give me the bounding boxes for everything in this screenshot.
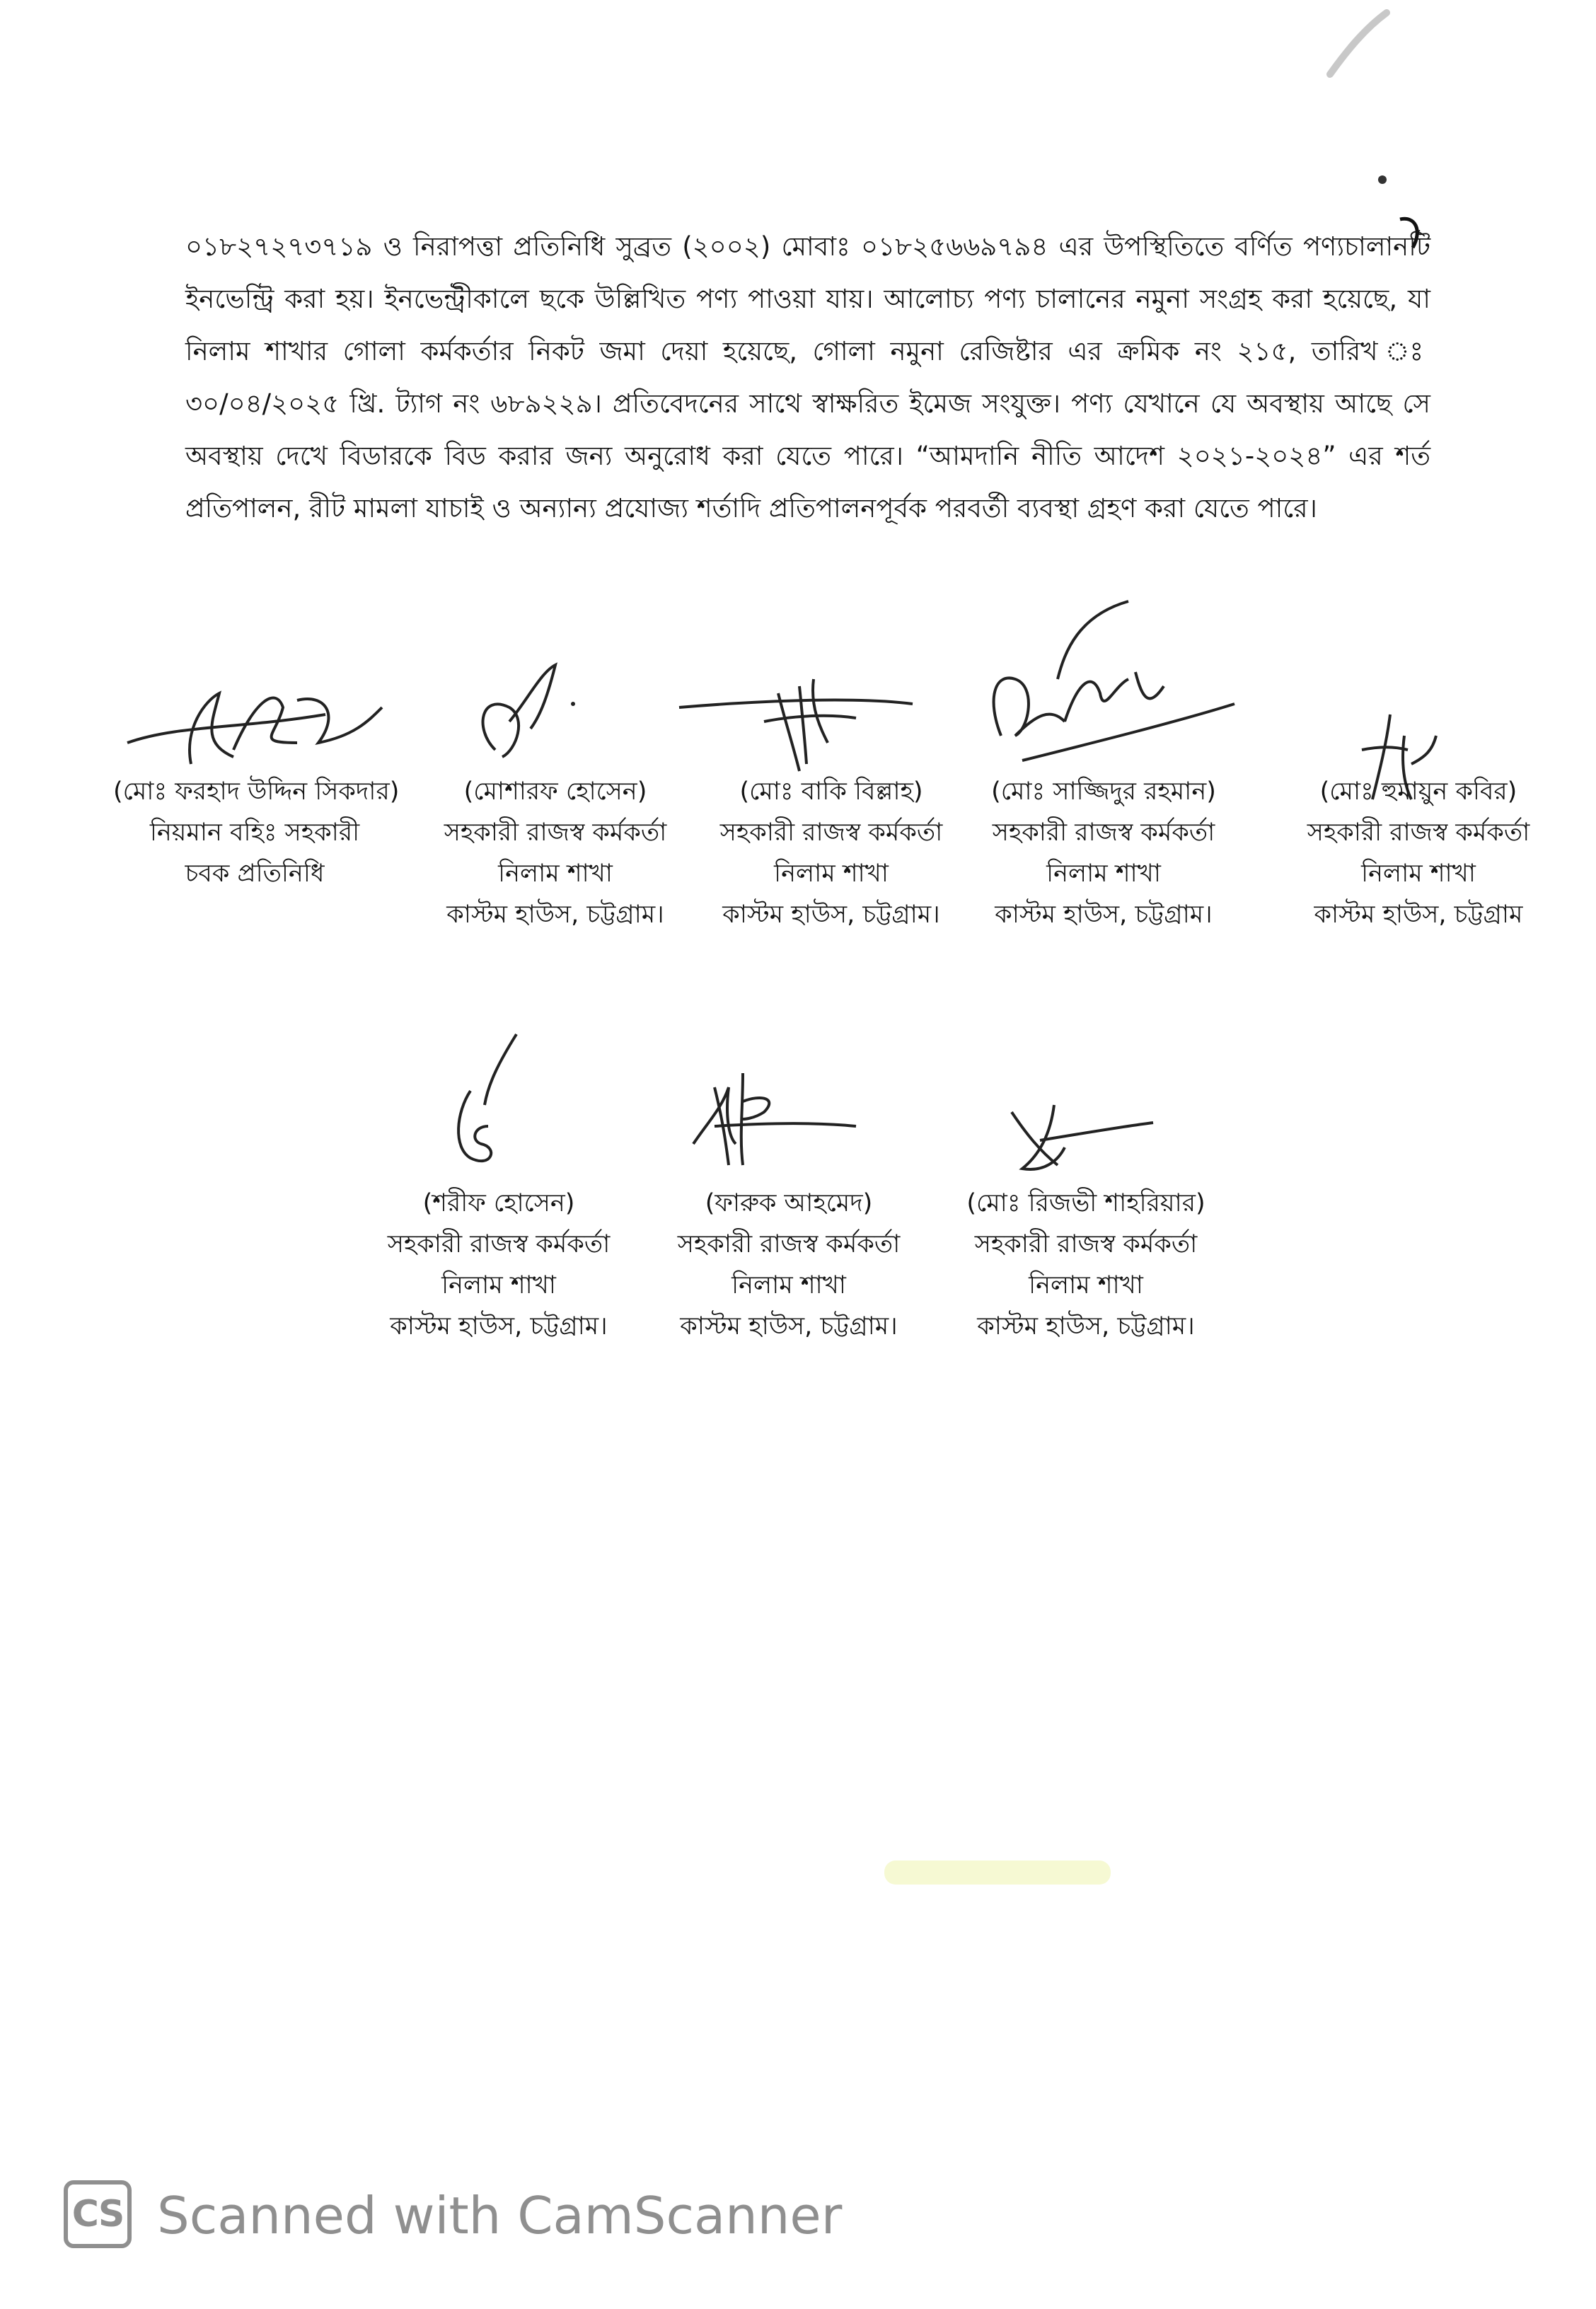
signatory-designation: সহকারী রাজস্ব কর্মকর্তা — [387, 1230, 611, 1258]
signatory-branch: নিলাম শাখা — [774, 860, 889, 888]
scan-smudge-top-right — [1316, 7, 1401, 92]
signatory-5 — [1266, 771, 1571, 935]
signatory-name: (মোশারফ হোসেন) — [463, 777, 647, 806]
signatory-branch: চবক প্রতিনিধি — [185, 860, 325, 888]
signatory-6 — [347, 1183, 651, 1347]
signatory-8 — [934, 1183, 1238, 1347]
signatory-designation: সহকারী রাজস্ব কর্মকর্তা — [444, 818, 667, 847]
signatory-1 — [113, 771, 400, 894]
signature-image-1 — [113, 658, 396, 785]
camscanner-watermark: Scanned with CamScanner — [157, 2186, 843, 2245]
body-paragraph — [185, 221, 1430, 535]
signatory-branch: নিলাম শাখা — [498, 860, 613, 888]
signatory-branch: নিলাম শাখা — [732, 1271, 846, 1300]
signatory-4 — [952, 771, 1256, 935]
paragraph-text: ০১৮২৭২৭৩৭১৯ ও নিরাপত্তা প্রতিনিধি সুব্রত (২০০২) মোবাঃ ০১৮২৫৬৬৯৭৯৪ এর উপস্থিতিতে বর্ণিত পণ্যচালানটি ইনভেন্ট্রি করা হয়। ইনভেন্ট্রীকালে ছকে উল্লিখিত পণ্য পাওয়া যায়। আলোচ্য পণ্য চালানের নমুনা সংগ্রহ করা হয়েছে, যা নিলাম শাখার গোলা কর্মকর্তার নিকট জমা দেয়া হয়েছে, গোলা নমুনা রেজিষ্টার এর ক্রমিক নং ২১৫, তারিখ ঃ ৩০/০৪/২০২৫ খ্রি. ট্যাগ নং ৬৮৯২২৯। প্রতিবেদনের সাথে স্বাক্ষরিত ইমেজ সংযুক্ত। পণ্য যেখানে যে অবস্থায় আছে সে অবস্থায় দেখে বিডারকে বিড করার জন্য অনুরোধ করা যেতে পারে। “আমদানি নীতি আদেশ ২০২১-২০২৪” এর শর্ত প্রতিপালন, রীট মামলা যাচাই ও অন্যান্য প্রযোজ্য শর্তাদি প্রতিপালনপূর্বক পরবর্তী ব্যবস্থা গ্রহণ করা যেতে পারে। — [185, 231, 1430, 523]
signatory-office: কাস্টম হাউস, চট্টগ্রাম। — [680, 1312, 898, 1341]
signatory-branch: নিলাম শাখা — [1361, 860, 1476, 888]
camscanner-logo — [64, 2180, 132, 2248]
signatory-7 — [637, 1183, 941, 1347]
signatory-designation: নিয়মান বহিঃ সহকারী — [149, 818, 360, 847]
signatory-name: (মোঃ রিজভী শাহরিয়ার) — [966, 1189, 1205, 1217]
signature-image-4 — [952, 594, 1256, 778]
signatory-name: (ফারুক আহমেদ) — [705, 1189, 873, 1217]
signatory-office: কাস্টম হাউস, চট্টগ্রাম। — [390, 1312, 608, 1341]
camscanner-logo-text: CS — [71, 2193, 124, 2235]
signatory-designation: সহকারী রাজস্ব কর্মকর্তা — [992, 818, 1215, 847]
signatory-office: কাস্টম হাউস, চট্টগ্রাম। — [446, 901, 664, 929]
signature-image-6 — [347, 1027, 651, 1183]
signatory-name: (মোঃ ফরহাদ উদ্দিন সিকদার) — [113, 777, 400, 806]
signatory-branch: নিলাম শাখা — [1029, 1271, 1143, 1300]
signatory-name: (মোঃ সাজ্জিদুর রহমান) — [991, 777, 1216, 806]
signatory-designation: সহকারী রাজস্ব কর্মকর্তা — [1307, 818, 1530, 847]
signatory-2 — [403, 771, 707, 935]
signatory-office: কাস্টম হাউস, চট্টগ্রাম। — [995, 901, 1213, 929]
signatory-designation: সহকারী রাজস্ব কর্মকর্তা — [974, 1230, 1198, 1258]
signatory-name: (শরীফ হোসেন) — [422, 1189, 575, 1217]
signatory-name: (মোঃ হুমায়ুন কবির) — [1319, 777, 1517, 806]
signature-image-7 — [637, 1059, 941, 1186]
signatory-office: কাস্টম হাউস, চট্টগ্রাম — [1314, 901, 1523, 929]
signatory-designation: সহকারী রাজস্ব কর্মকর্তা — [719, 818, 943, 847]
signatory-office: কাস্টম হাউস, চট্টগ্রাম। — [722, 901, 940, 929]
signatory-designation: সহকারী রাজস্ব কর্মকর্তা — [677, 1230, 901, 1258]
signatory-office: কাস্টম হাউস, চট্টগ্রাম। — [977, 1312, 1195, 1341]
signatory-3 — [679, 771, 983, 935]
signatory-branch: নিলাম শাখা — [1046, 860, 1161, 888]
signature-image-2 — [403, 651, 707, 778]
signatory-name: (মোঃ বাকি বিল্লাহ) — [739, 777, 923, 806]
signatory-branch: নিলাম শাখা — [441, 1271, 556, 1300]
highlighter-smudge — [884, 1860, 1111, 1885]
scan-dot-mark — [1372, 170, 1394, 191]
